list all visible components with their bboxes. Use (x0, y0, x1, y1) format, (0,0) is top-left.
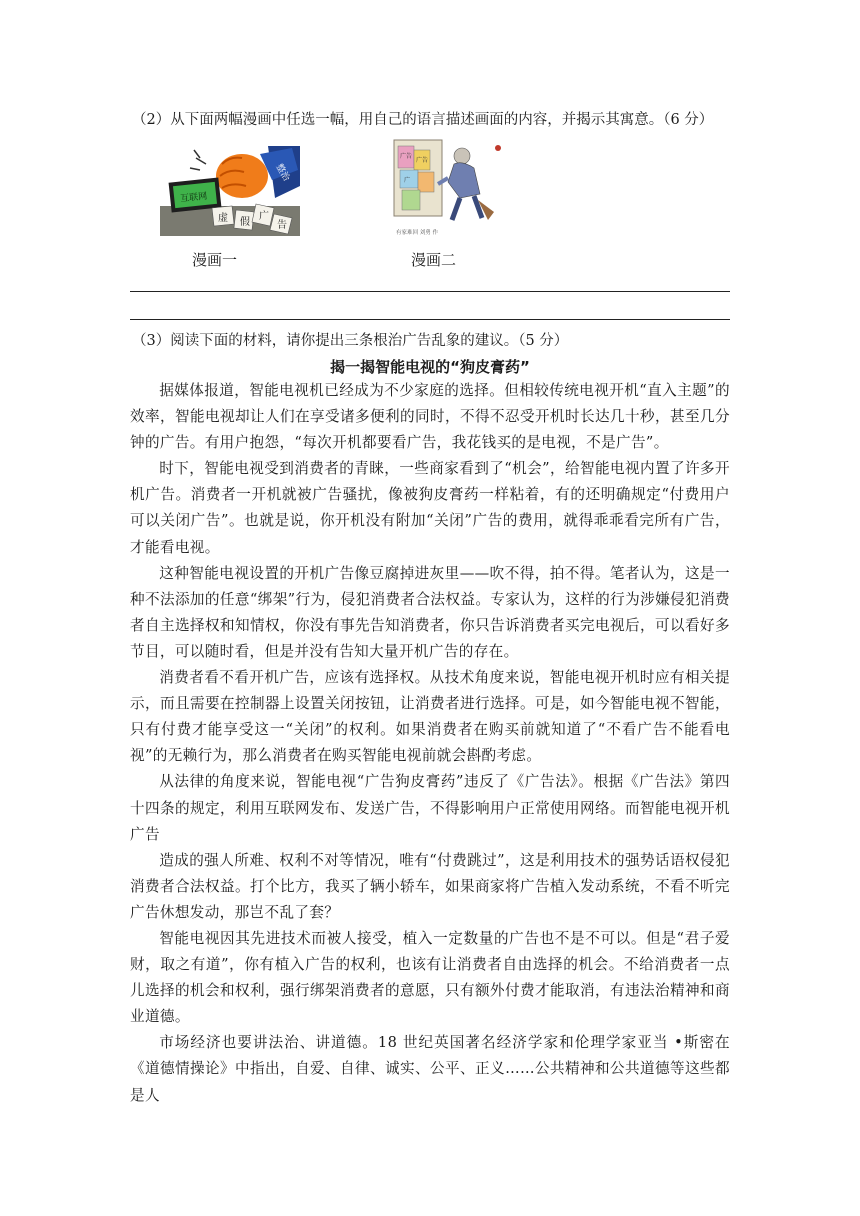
cartoon1-w1: 虚 (218, 213, 228, 224)
cartoon2-ad1: 广告 (400, 153, 413, 160)
question-2-prompt: （2）从下面两幅漫画中任选一幅，用自己的语言描述画面的内容，并揭示其寓意。（6 分） (132, 112, 714, 128)
cartoon1-w4: 告 (277, 220, 287, 231)
article-paragraph: 消费者看不看开机广告，应该有选择权。从技术角度来说，智能电视开机时应有相关提示，而且需要在控制器上设置关闭按钮，让消费者进行选择。可是，如今智能电视不智能，只有付费才能享受这一“关闭”的权利。如果消费者在购买前就知道了“不看广告不能看电视”的无赖行为，那么消费者在购买智能电视前就会斟酌考虑。 (130, 669, 730, 765)
article-paragraph: 智能电视因其先进技术而被人接受，植入一定数量的广告也不是不可以。但是“君子爱财，取之有道”，你有植入广告的权利，也该有让消费者自由选择的机会。不给消费者一点儿选择的机会和权利，强行绑架消费者的意愿，只有额外付费才能取消，有违法治精神和商业道德。 (130, 929, 730, 1026)
cartoon1-w3: 广 (259, 211, 269, 222)
cartoon-two-caption: 漫画二 (411, 251, 457, 269)
answer-line-1 (130, 291, 730, 292)
question-3-prompt: （3）阅读下面的材料，请你提出三条根治广告乱象的建议。（5 分） (132, 333, 569, 349)
article-paragraph: 据媒体报道，智能电视机已经成为不少家庭的选择。但相较传统电视开机“直入主题”的效率，智能电视却让人们在享受诸多便利的同时，不得不忍受开机时长达几十秒，甚至几分钟的广告。有用户抱怨，“每次开机都要看广告，我花钱买的是电视，不是广告”。 (130, 382, 730, 452)
article-title: 揭一揭智能电视的“狗皮膏药” (330, 358, 530, 376)
cartoon1-tag-label: 整治 (273, 162, 292, 184)
article-paragraph: 从法律的角度来说，智能电视“广告狗皮膏药”违反了《广告法》。根据《广告法》第四十四条的规定，利用互联网发布、发送广告，不得影响用户正常使用网络。而智能电视开机广告 (130, 773, 730, 843)
answer-line-2 (130, 319, 730, 320)
article-paragraph: 造成的强人所难、权利不对等情况，唯有“付费跳过”，这是利用技术的强势话语权侵犯消费者合法权益。打个比方，我买了辆小轿车，如果商家将广告植入发动系统，不看不听完广告休想发动，那岂不乱了套？ (130, 851, 730, 921)
cartoon1-w2: 假 (240, 217, 250, 228)
cartoon1-screen-label: 互联网 (179, 191, 208, 205)
cartoon2-ad3: 广 (404, 177, 411, 184)
cartoon-two-image (390, 138, 510, 240)
article-body (130, 378, 730, 1109)
cartoon2-ad2: 广告 (416, 157, 429, 164)
article-paragraph: 这种智能电视设置的开机广告像豆腐掉进灰里——吹不得，拍不得。笔者认为，这是一种不法添加的任意“绑架”行为，侵犯消费者合法权益。专家认为，这样的行为涉嫌侵犯消费者自主选择权和知情权，你没有事先告知消费者，你只告诉消费者买完电视后，可以看好多节目，可以随时看，但是并没有告知大量开机广告的存在。 (130, 564, 730, 660)
cartoon-one-image (160, 146, 300, 236)
cartoon-one-caption: 漫画一 (192, 251, 238, 269)
article-paragraph: 时下，智能电视受到消费者的青睐，一些商家看到了“机会”，给智能电视内置了许多开机广告。消费者一开机就被广告骚扰，像被狗皮膏药一样粘着，有的还明确规定“付费用户可以关闭广告”。也就是说，你开机没有附加“关闭”广告的费用，就得乖乖看完所有广告，才能看电视。 (130, 460, 730, 556)
cartoon2-credit: 有家难回 刘勇 作 (396, 230, 438, 236)
article-paragraph: 市场经济也要讲法治、讲道德。18 世纪英国著名经济学家和伦理学家亚当 •斯密在《道德情操论》中指出，自爱、自律、诚实、公平、正义……公共精神和公共道德等这些都是人 (130, 1034, 730, 1104)
